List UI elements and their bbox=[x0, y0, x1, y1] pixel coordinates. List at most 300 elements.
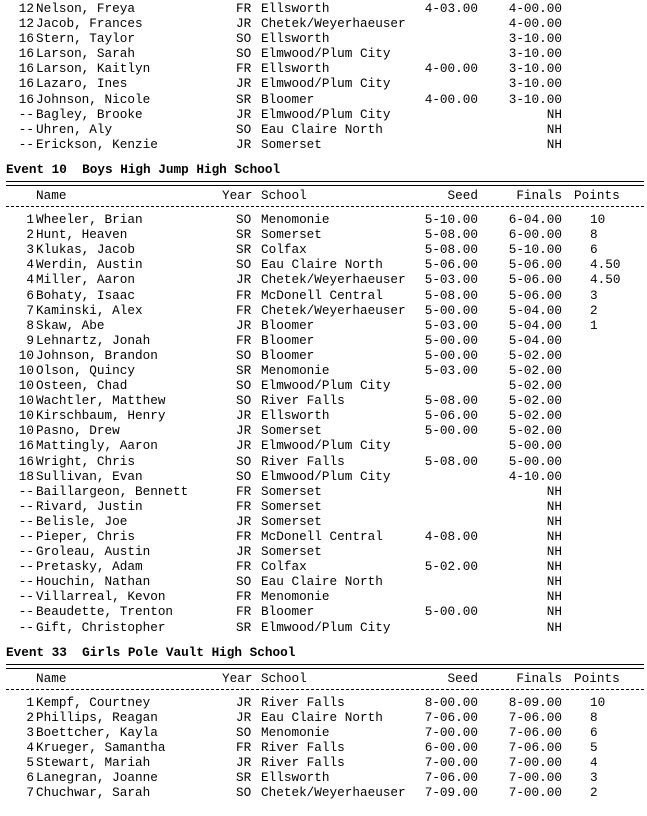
athlete-name: Boettcher, Kayla bbox=[36, 724, 158, 740]
final-mark: 3-10.00 bbox=[508, 91, 562, 107]
section-gap bbox=[6, 635, 646, 642]
school-name: Eau Claire North bbox=[261, 574, 383, 590]
place: 6 bbox=[26, 770, 34, 786]
school-name: Bloomer bbox=[261, 604, 315, 620]
school-name: Elmwood/Plum City bbox=[261, 438, 391, 454]
athlete-year: SR bbox=[236, 242, 252, 258]
athlete-year: SO bbox=[236, 31, 252, 47]
athlete-name: Krueger, Samantha bbox=[36, 740, 166, 756]
place: 7 bbox=[26, 302, 34, 318]
athlete-name: Houchin, Nathan bbox=[36, 574, 151, 590]
athlete-name: Mattingly, Aaron bbox=[36, 438, 158, 454]
school-name: Eau Claire North bbox=[261, 121, 383, 137]
column-header-year: Year bbox=[222, 187, 253, 203]
points: 4 bbox=[590, 755, 598, 771]
athlete-year: FR bbox=[236, 1, 252, 16]
athlete-year: FR bbox=[236, 589, 252, 605]
seed-mark: 5-06.00 bbox=[424, 408, 478, 424]
athlete-year: SO bbox=[236, 257, 252, 273]
school-name: River Falls bbox=[261, 453, 345, 469]
school-name: Elmwood/Plum City bbox=[261, 619, 391, 635]
seed-mark: 7-09.00 bbox=[424, 785, 478, 801]
athlete-name: Jacob, Frances bbox=[36, 16, 143, 32]
athlete-name: Chuchwar, Sarah bbox=[36, 785, 151, 801]
school-name: Ellsworth bbox=[261, 61, 330, 77]
athlete-year: FR bbox=[236, 740, 252, 756]
athlete-year: JR bbox=[236, 694, 252, 710]
final-mark: 5-02.00 bbox=[508, 408, 562, 424]
place: 16 bbox=[18, 61, 34, 77]
athlete-year: FR bbox=[236, 498, 252, 514]
athlete-name: Skaw, Abe bbox=[36, 317, 105, 333]
school-name: River Falls bbox=[261, 694, 345, 710]
place: -- bbox=[18, 121, 34, 137]
result-row bbox=[6, 333, 646, 348]
athlete-name: Lehnartz, Jonah bbox=[36, 332, 151, 348]
school-name: River Falls bbox=[261, 393, 345, 409]
final-mark: 7-06.00 bbox=[508, 709, 562, 725]
final-mark: 4-10.00 bbox=[508, 468, 562, 484]
points: 4.50 bbox=[590, 272, 621, 288]
athlete-year: SO bbox=[236, 121, 252, 137]
school-name: Elmwood/Plum City bbox=[261, 76, 391, 92]
athlete-name: Lanegran, Joanne bbox=[36, 770, 158, 786]
place: 2 bbox=[26, 709, 34, 725]
result-row bbox=[6, 318, 646, 333]
points: 4.50 bbox=[590, 257, 621, 273]
result-row bbox=[6, 227, 646, 242]
athlete-year: SO bbox=[236, 212, 252, 228]
final-mark: 5-02.00 bbox=[508, 347, 562, 363]
results-document bbox=[6, 1, 646, 800]
result-row bbox=[6, 770, 646, 785]
final-mark: 7-06.00 bbox=[508, 724, 562, 740]
final-mark: 5-10.00 bbox=[508, 242, 562, 258]
place: 12 bbox=[18, 16, 34, 32]
final-mark: NH bbox=[546, 136, 562, 152]
result-row bbox=[6, 755, 646, 770]
result-row bbox=[6, 31, 646, 46]
place: 10 bbox=[18, 378, 34, 394]
athlete-name: Bohaty, Isaac bbox=[36, 287, 135, 303]
result-row bbox=[6, 620, 646, 635]
athlete-year: SO bbox=[236, 785, 252, 801]
school-name: Somerset bbox=[261, 227, 322, 243]
place: 10 bbox=[18, 408, 34, 424]
school-name: Ellsworth bbox=[261, 31, 330, 47]
place: 16 bbox=[18, 453, 34, 469]
school-name: Ellsworth bbox=[261, 770, 330, 786]
final-mark: 7-00.00 bbox=[508, 785, 562, 801]
result-row bbox=[6, 76, 646, 91]
seed-mark: 5-08.00 bbox=[424, 227, 478, 243]
place: 6 bbox=[26, 287, 34, 303]
school-name: Ellsworth bbox=[261, 1, 330, 16]
athlete-name: Groleau, Austin bbox=[36, 544, 151, 560]
athlete-name: Werdin, Austin bbox=[36, 257, 143, 273]
athlete-name: Pieper, Chris bbox=[36, 529, 135, 544]
seed-mark: 5-06.00 bbox=[424, 257, 478, 273]
result-row bbox=[6, 514, 646, 529]
points: 10 bbox=[590, 694, 606, 710]
school-name: Menomonie bbox=[261, 212, 330, 228]
place: 10 bbox=[18, 423, 34, 439]
place: -- bbox=[18, 498, 34, 514]
school-name: Chetek/Weyerhaeuser bbox=[261, 785, 406, 801]
athlete-year: JR bbox=[236, 76, 252, 92]
athlete-name: Kempf, Courtney bbox=[36, 694, 151, 710]
seed-mark: 5-00.00 bbox=[424, 423, 478, 439]
school-name: Chetek/Weyerhaeuser bbox=[261, 302, 406, 318]
athlete-year: SR bbox=[236, 91, 252, 107]
result-row bbox=[6, 122, 646, 137]
final-mark: 5-02.00 bbox=[508, 393, 562, 409]
athlete-year: FR bbox=[236, 332, 252, 348]
athlete-name: Stern, Taylor bbox=[36, 31, 135, 47]
final-mark: NH bbox=[546, 559, 562, 575]
athlete-name: Uhren, Aly bbox=[36, 121, 113, 137]
result-row bbox=[6, 529, 646, 544]
school-name: Chetek/Weyerhaeuser bbox=[261, 16, 406, 32]
athlete-year: JR bbox=[236, 423, 252, 439]
school-name: Menomonie bbox=[261, 589, 330, 605]
school-name: Ellsworth bbox=[261, 408, 330, 424]
athlete-year: FR bbox=[236, 529, 252, 544]
school-name: Bloomer bbox=[261, 332, 315, 348]
final-mark: 4-00.00 bbox=[508, 1, 562, 16]
athlete-year: JR bbox=[236, 136, 252, 152]
athlete-year: SR bbox=[236, 770, 252, 786]
result-row bbox=[6, 589, 646, 604]
school-name: Somerset bbox=[261, 136, 322, 152]
seed-mark: 5-03.00 bbox=[424, 317, 478, 333]
seed-mark: 4-03.00 bbox=[424, 1, 478, 16]
final-mark: 5-00.00 bbox=[508, 453, 562, 469]
athlete-year: FR bbox=[236, 604, 252, 620]
athlete-name: Wheeler, Brian bbox=[36, 212, 143, 228]
athlete-year: JR bbox=[236, 709, 252, 725]
athlete-name: Osteen, Chad bbox=[36, 378, 128, 394]
athlete-name: Rivard, Justin bbox=[36, 498, 143, 514]
seed-mark: 7-06.00 bbox=[424, 709, 478, 725]
result-row bbox=[6, 46, 646, 61]
athlete-name: Miller, Aaron bbox=[36, 272, 135, 288]
place: 12 bbox=[18, 1, 34, 16]
result-row bbox=[6, 710, 646, 725]
double-rule-line bbox=[6, 181, 644, 186]
final-mark: NH bbox=[546, 574, 562, 590]
school-name: River Falls bbox=[261, 740, 345, 756]
school-name: Bloomer bbox=[261, 317, 315, 333]
athlete-name: Bagley, Brooke bbox=[36, 106, 143, 122]
athlete-year: JR bbox=[236, 438, 252, 454]
final-mark: 3-10.00 bbox=[508, 76, 562, 92]
place: -- bbox=[18, 559, 34, 575]
result-row bbox=[6, 454, 646, 469]
result-row bbox=[6, 272, 646, 287]
double-rule bbox=[6, 179, 646, 188]
athlete-name: Pretasky, Adam bbox=[36, 559, 143, 575]
athlete-year: SR bbox=[236, 362, 252, 378]
athlete-year: JR bbox=[236, 272, 252, 288]
points: 6 bbox=[590, 724, 598, 740]
school-name: Somerset bbox=[261, 544, 322, 560]
result-row bbox=[6, 16, 646, 31]
athlete-year: SR bbox=[236, 619, 252, 635]
athlete-name: Gift, Christopher bbox=[36, 619, 166, 635]
seed-mark: 5-08.00 bbox=[424, 242, 478, 258]
event-heading: Event 10 Boys High Jump High School bbox=[6, 161, 281, 177]
final-mark: 7-00.00 bbox=[508, 770, 562, 786]
athlete-name: Kaminski, Alex bbox=[36, 302, 143, 318]
seed-mark: 5-10.00 bbox=[424, 212, 478, 228]
final-mark: NH bbox=[546, 121, 562, 137]
athlete-year: JR bbox=[236, 755, 252, 771]
column-header-name: Name bbox=[36, 187, 67, 203]
place: 4 bbox=[26, 740, 34, 756]
school-name: Elmwood/Plum City bbox=[261, 468, 391, 484]
final-mark: 6-04.00 bbox=[508, 212, 562, 228]
athlete-year: JR bbox=[236, 513, 252, 529]
column-header-finals: Finals bbox=[516, 187, 562, 203]
result-row bbox=[6, 288, 646, 303]
result-row bbox=[6, 604, 646, 619]
school-name: Colfax bbox=[261, 559, 307, 575]
athlete-name: Klukas, Jacob bbox=[36, 242, 135, 258]
double-rule bbox=[6, 662, 646, 671]
result-row bbox=[6, 107, 646, 122]
school-name: McDonell Central bbox=[261, 287, 383, 303]
place: 9 bbox=[26, 332, 34, 348]
school-name: Eau Claire North bbox=[261, 257, 383, 273]
athlete-year: JR bbox=[236, 16, 252, 32]
athlete-name: Lazaro, Ines bbox=[36, 76, 128, 92]
place: 10 bbox=[18, 347, 34, 363]
final-mark: 7-06.00 bbox=[508, 740, 562, 756]
final-mark: 5-00.00 bbox=[508, 438, 562, 454]
column-header-points: Points bbox=[574, 187, 620, 203]
result-row bbox=[6, 303, 646, 318]
athlete-year: JR bbox=[236, 317, 252, 333]
seed-mark: 5-00.00 bbox=[424, 332, 478, 348]
place: 16 bbox=[18, 31, 34, 47]
athlete-name: Johnson, Nicole bbox=[36, 91, 151, 107]
points: 1 bbox=[590, 317, 598, 333]
athlete-name: Stewart, Mariah bbox=[36, 755, 151, 771]
seed-mark: 5-02.00 bbox=[424, 559, 478, 575]
result-row bbox=[6, 257, 646, 272]
athlete-name: Beaudette, Trenton bbox=[36, 604, 174, 620]
column-header-points: Points bbox=[574, 670, 620, 686]
seed-mark: 5-00.00 bbox=[424, 302, 478, 318]
athlete-name: Larson, Sarah bbox=[36, 46, 135, 62]
final-mark: 3-10.00 bbox=[508, 46, 562, 62]
dashed-rule-line bbox=[6, 206, 644, 207]
result-row bbox=[6, 499, 646, 514]
result-row bbox=[6, 544, 646, 559]
school-name: River Falls bbox=[261, 755, 345, 771]
final-mark: NH bbox=[546, 483, 562, 499]
result-row bbox=[6, 469, 646, 484]
place: 16 bbox=[18, 46, 34, 62]
school-name: Elmwood/Plum City bbox=[261, 46, 391, 62]
final-mark: NH bbox=[546, 544, 562, 560]
dashed-rule bbox=[6, 686, 646, 695]
place: 1 bbox=[26, 694, 34, 710]
result-row bbox=[6, 559, 646, 574]
column-header-finals: Finals bbox=[516, 670, 562, 686]
points: 8 bbox=[590, 709, 598, 725]
seed-mark: 5-08.00 bbox=[424, 453, 478, 469]
place: -- bbox=[18, 529, 34, 544]
final-mark: 4-00.00 bbox=[508, 16, 562, 32]
column-header-name: Name bbox=[36, 670, 67, 686]
place: 8 bbox=[26, 317, 34, 333]
final-mark: 3-10.00 bbox=[508, 61, 562, 77]
school-name: Menomonie bbox=[261, 724, 330, 740]
final-mark: 8-09.00 bbox=[508, 694, 562, 710]
column-header-school: School bbox=[261, 187, 307, 203]
result-row bbox=[6, 348, 646, 363]
school-name: Bloomer bbox=[261, 347, 315, 363]
place: -- bbox=[18, 619, 34, 635]
place: -- bbox=[18, 483, 34, 499]
section-gap bbox=[6, 152, 646, 159]
place: -- bbox=[18, 106, 34, 122]
column-header-year: Year bbox=[222, 670, 253, 686]
athlete-name: Villarreal, Kevon bbox=[36, 589, 166, 605]
points: 5 bbox=[590, 740, 598, 756]
result-row bbox=[6, 137, 646, 152]
athlete-year: JR bbox=[236, 544, 252, 560]
final-mark: NH bbox=[546, 619, 562, 635]
seed-mark: 4-08.00 bbox=[424, 529, 478, 544]
points: 3 bbox=[590, 287, 598, 303]
athlete-name: Johnson, Brandon bbox=[36, 347, 158, 363]
school-name: Colfax bbox=[261, 242, 307, 258]
place: 16 bbox=[18, 438, 34, 454]
place: 5 bbox=[26, 755, 34, 771]
seed-mark: 7-06.00 bbox=[424, 770, 478, 786]
school-name: Chetek/Weyerhaeuser bbox=[261, 272, 406, 288]
result-row bbox=[6, 212, 646, 227]
final-mark: 3-10.00 bbox=[508, 31, 562, 47]
seed-mark: 6-00.00 bbox=[424, 740, 478, 756]
result-row bbox=[6, 574, 646, 589]
final-mark: NH bbox=[546, 106, 562, 122]
final-mark: NH bbox=[546, 604, 562, 620]
seed-mark: 8-00.00 bbox=[424, 694, 478, 710]
place: -- bbox=[18, 513, 34, 529]
athlete-year: SO bbox=[236, 468, 252, 484]
seed-mark: 4-00.00 bbox=[424, 61, 478, 77]
result-row bbox=[6, 484, 646, 499]
final-mark: 5-02.00 bbox=[508, 362, 562, 378]
final-mark: 5-06.00 bbox=[508, 257, 562, 273]
final-mark: NH bbox=[546, 513, 562, 529]
result-row bbox=[6, 423, 646, 438]
athlete-year: SO bbox=[236, 724, 252, 740]
athlete-name: Nelson, Freya bbox=[36, 1, 135, 16]
place: 16 bbox=[18, 76, 34, 92]
athlete-year: FR bbox=[236, 559, 252, 575]
place: -- bbox=[18, 544, 34, 560]
athlete-year: SO bbox=[236, 378, 252, 394]
school-name: Elmwood/Plum City bbox=[261, 378, 391, 394]
points: 6 bbox=[590, 242, 598, 258]
seed-mark: 5-08.00 bbox=[424, 393, 478, 409]
place: -- bbox=[18, 574, 34, 590]
points: 2 bbox=[590, 785, 598, 801]
athlete-year: JR bbox=[236, 408, 252, 424]
final-mark: 5-04.00 bbox=[508, 332, 562, 348]
seed-mark: 5-08.00 bbox=[424, 287, 478, 303]
points: 10 bbox=[590, 212, 606, 228]
athlete-name: Wright, Chris bbox=[36, 453, 135, 469]
athlete-year: FR bbox=[236, 302, 252, 318]
athlete-name: Baillargeon, Bennett bbox=[36, 483, 189, 499]
place: -- bbox=[18, 604, 34, 620]
athlete-name: Phillips, Reagan bbox=[36, 709, 158, 725]
result-row bbox=[6, 92, 646, 107]
final-mark: 5-06.00 bbox=[508, 287, 562, 303]
athlete-name: Olson, Quincy bbox=[36, 362, 135, 378]
school-name: McDonell Central bbox=[261, 529, 383, 544]
school-name: Bloomer bbox=[261, 91, 315, 107]
column-header-seed: Seed bbox=[447, 670, 478, 686]
place: 10 bbox=[18, 393, 34, 409]
result-row bbox=[6, 785, 646, 800]
school-name: Somerset bbox=[261, 483, 322, 499]
school-name: Menomonie bbox=[261, 362, 330, 378]
athlete-name: Belisle, Joe bbox=[36, 513, 128, 529]
athlete-year: FR bbox=[236, 287, 252, 303]
final-mark: 5-04.00 bbox=[508, 302, 562, 318]
final-mark: 5-06.00 bbox=[508, 272, 562, 288]
place: 16 bbox=[18, 91, 34, 107]
school-name: Elmwood/Plum City bbox=[261, 106, 391, 122]
seed-mark: 5-03.00 bbox=[424, 272, 478, 288]
school-name: Somerset bbox=[261, 498, 322, 514]
result-row bbox=[6, 438, 646, 453]
place: 10 bbox=[18, 362, 34, 378]
athlete-year: SO bbox=[236, 453, 252, 469]
column-header-row bbox=[6, 188, 646, 203]
result-row bbox=[6, 725, 646, 740]
seed-mark: 5-03.00 bbox=[424, 362, 478, 378]
result-row bbox=[6, 393, 646, 408]
seed-mark: 5-00.00 bbox=[424, 347, 478, 363]
place: -- bbox=[18, 589, 34, 605]
event-heading: Event 33 Girls Pole Vault High School bbox=[6, 644, 296, 660]
result-row bbox=[6, 408, 646, 423]
athlete-name: Pasno, Drew bbox=[36, 423, 120, 439]
final-mark: 5-02.00 bbox=[508, 423, 562, 439]
points: 2 bbox=[590, 302, 598, 318]
athlete-name: Larson, Kaitlyn bbox=[36, 61, 151, 77]
seed-mark: 5-00.00 bbox=[424, 604, 478, 620]
place: 3 bbox=[26, 242, 34, 258]
place: 4 bbox=[26, 272, 34, 288]
seed-mark: 4-00.00 bbox=[424, 91, 478, 107]
seed-mark: 7-00.00 bbox=[424, 724, 478, 740]
result-row bbox=[6, 61, 646, 76]
result-row bbox=[6, 242, 646, 257]
final-mark: 7-00.00 bbox=[508, 755, 562, 771]
athlete-name: Erickson, Kenzie bbox=[36, 136, 158, 152]
athlete-year: SO bbox=[236, 46, 252, 62]
result-row bbox=[6, 740, 646, 755]
